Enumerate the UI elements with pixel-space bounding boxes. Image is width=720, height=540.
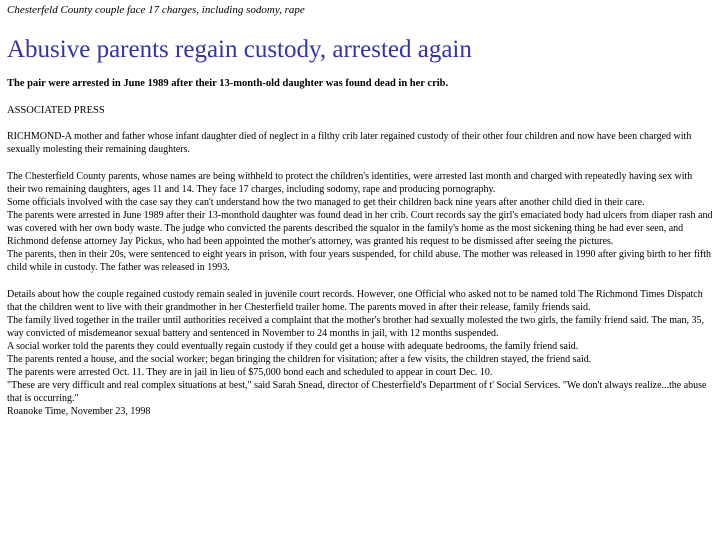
article-source-line: Roanoke Time, November 23, 1998 — [7, 406, 151, 417]
article-paragraph: The parents, then in their 20s, were sentenced to eight years in prison, with four years suspended, for child abuse. The mother was released in 1990 after giving birth to her fifth child while in custody. The father was released in 1993. — [7, 249, 712, 273]
article-paragraph: A social worker told the parents they could eventually regain custody if they could get a house with adequate bedrooms, the family friend said. — [7, 341, 579, 352]
article-paragraph: The Chesterfield County parents, whose names are being withheld to protect the children's identities, were arrested last month and charged with repeatedly having sex with their two remaining daughters, ages 11 and 14. They face 17 charges, including sodomy, rape and producing pornography. — [7, 171, 693, 195]
article-headline: Abusive parents regain custody, arrested again — [7, 36, 472, 63]
article-byline: ASSOCIATED PRESS — [7, 105, 105, 116]
article-deck: The pair were arrested in June 1989 after their 13-month-old daughter was found dead in her crib. — [7, 78, 449, 89]
article-paragraph: "These are very difficult and real complex situations at best," said Sarah Snead, director of Chesterfield's Department of t' Social Services. "We don't always realize...the abuse that is occurring." — [7, 380, 707, 404]
article-paragraph: Some officials involved with the case say they can't understand how the two managed to get their children back nine years after another child died in their care. — [7, 197, 645, 208]
article-paragraph: The parents were arrested Oct. 11. They are in jail in lieu of $75,000 bond each and scheduled to appear in court Dec. 10. — [7, 367, 493, 378]
article-kicker: Chesterfeld County couple face 17 charges, including sodomy, rape — [7, 4, 305, 16]
article — [7, 4, 713, 418]
article-paragraph: The parents rented a house, and the social worker; began bringing the children for visitation; after a few visits, the children stayed, the friend said. — [7, 354, 592, 365]
article-paragraph: The family lived together in the trailer until authorities received a complaint that the mother's brother had sexually molested the two girls, the family friend said. The man, 35, way convicted of misdemeanor sexual battery and sentenced in November to 24 months in jail, with 12 months suspended. — [7, 315, 704, 339]
article-paragraph: The parents were arrested in June 1989 after their 13-monthold daughter was found dead in her crib. Court records say the girl's emaciated body had ulcers from diaper rash and was covered with her own body waste. The judge who convicted the parents described the squalor in the family's home as the most sickening thing he had ever seen, and Richmond defense attorney Jay Pickus, who had been appointed the mother's attorney, was granted his request to be dismissed after seeing the pictures. — [7, 210, 713, 247]
article-paragraph: Details about how the couple regained custody remain sealed in juvenile court records. However, one Official who asked not to be named told The Richmond Times Dispatch that the children went to live with their grandmother in her Chesterfield trailer home. The parents moved in after their release, family friends said. — [7, 289, 703, 313]
article-paragraph: RICHMOND-A mother and father whose infant daughter died of neglect in a filthy crib later regained custody of their other four children and now have been charged with sexually molesting their remaining daughters. — [7, 131, 692, 155]
